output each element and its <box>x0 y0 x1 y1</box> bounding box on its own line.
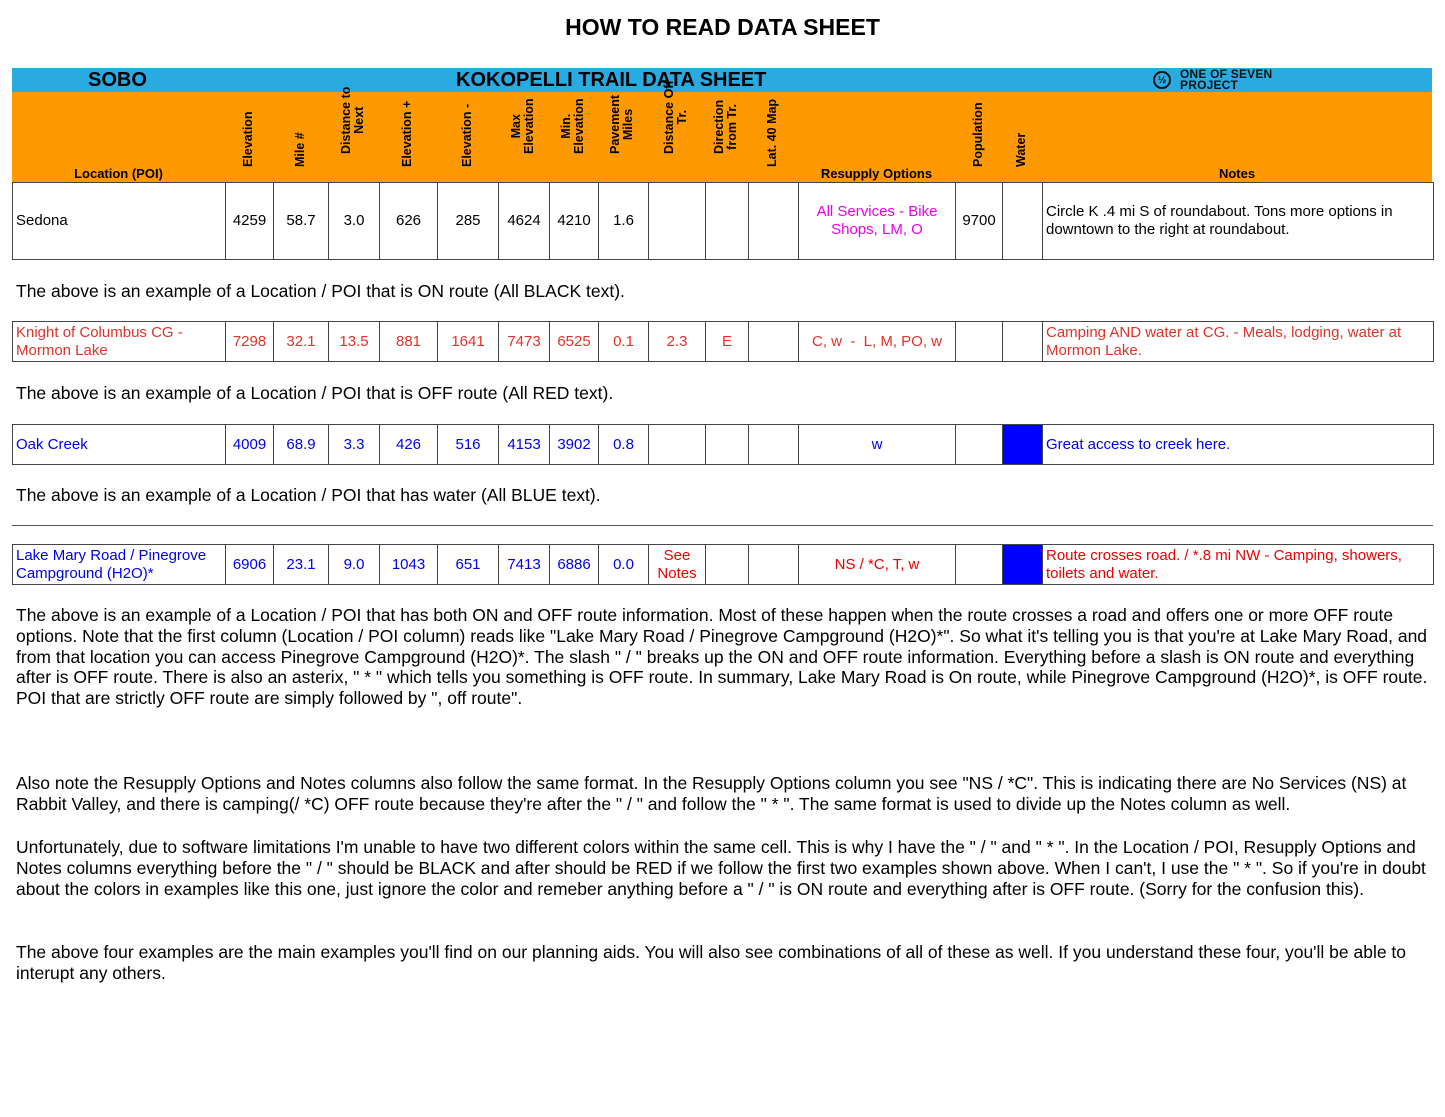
cell-direction <box>706 425 749 465</box>
cell-population <box>956 545 1003 585</box>
header-water: Water <box>1014 132 1028 167</box>
cell-elevation: 4259 <box>226 183 274 260</box>
cell-elevation-minus: 1641 <box>438 322 499 362</box>
cell-distance-to-next: 9.0 <box>329 545 380 585</box>
cell-distance-off-trail: See Notes <box>649 545 706 585</box>
cell-notes: Great access to creek here. <box>1043 425 1434 465</box>
cell-pavement-miles: 0.0 <box>599 545 649 585</box>
header-min-elevation: Min. Elevation <box>558 98 586 154</box>
cell-max-elevation: 7413 <box>499 545 550 585</box>
header-max-elevation: Max Elevation <box>508 98 536 154</box>
cell-min-elevation: 4210 <box>550 183 599 260</box>
table-row <box>13 322 1434 362</box>
header-lat-40-map: Lat. 40 Map <box>765 98 779 167</box>
header-mile: Mile # <box>292 132 307 167</box>
header-notes: Notes <box>1218 166 1256 181</box>
cell-location: Lake Mary Road / Pinegrove Campground (H2O)* <box>13 545 226 585</box>
cell-location: Sedona <box>13 183 226 260</box>
cell-direction <box>706 183 749 260</box>
cell-distance-off-trail <box>649 425 706 465</box>
direction-label: SOBO <box>88 69 147 91</box>
cell-elevation: 4009 <box>226 425 274 465</box>
example-row-water <box>12 424 1434 465</box>
cell-population <box>956 322 1003 362</box>
logo-line-1: ONE OF SEVEN <box>1180 67 1273 81</box>
cell-resupply: NS / *C, T, w <box>799 545 956 585</box>
water-indicator-cell <box>1003 545 1043 585</box>
explanation-resupply-notes: Also note the Resupply Options and Notes columns also follow the same format. In the Resupply Options column you see "NS / *C". This is indicating there are No Services (NS) at Rabbit Valley, and there is camping(/ *C) OFF route because they're after the " / " and follow the " * ". The same format is used to divide up the Notes column as well. <box>16 773 1407 814</box>
cell-elevation-plus: 426 <box>380 425 438 465</box>
cell-pavement-miles: 1.6 <box>599 183 649 260</box>
sheet-title: KOKOPELLI TRAIL DATA SHEET <box>456 69 767 91</box>
cell-water <box>1003 322 1043 362</box>
header-elevation-plus: Elevation + <box>400 100 414 167</box>
explanation-on-off-route: The above is an example of a Location / POI that has both ON and OFF route information. Most of these happen when the route crosses a road and offers one or more OFF route options. Note that the first column (Location / POI column) reads like "Lake Mary Road / Pinegrove Campground (H2O)*". So what it's telling you is that you're at Lake Mary Road, and from that location you can access Pinegrove Campground (H2O)*. The slash " / " breaks up the ON and OFF route information. Everything before a slash is ON route and everything after is OFF route. There is also an asterix, " * " which tells you something is OFF route. In summary, Lake Mary Road is On route, while Pinegrove Campground (H2O)*, is OFF route. POI that are strictly OFF route are simply followed by ", off route". <box>16 605 1428 709</box>
water-indicator-cell <box>1003 425 1043 465</box>
page-title: HOW TO READ DATA SHEET <box>565 14 880 40</box>
caption-off-route: The above is an example of a Location / POI that is OFF route (All RED text). <box>16 383 614 403</box>
cell-mile: 58.7 <box>274 183 329 260</box>
example-row-off-route <box>12 321 1434 362</box>
cell-direction <box>706 545 749 585</box>
cell-lat-40-map <box>749 545 799 585</box>
header-resupply-options: Resupply Options <box>820 166 933 181</box>
header-pavement-miles: Pavement Miles <box>608 94 635 154</box>
cell-max-elevation: 4153 <box>499 425 550 465</box>
cell-resupply: C, w - L, M, PO, w <box>799 322 956 362</box>
cell-mile: 32.1 <box>274 322 329 362</box>
cell-elevation-plus: 881 <box>380 322 438 362</box>
table-row <box>13 545 1434 585</box>
cell-distance-off-trail <box>649 183 706 260</box>
cell-population <box>956 425 1003 465</box>
logo-line-2: PROJECT <box>1180 78 1239 92</box>
cell-location: Knight of Columbus CG - Mormon Lake <box>13 322 226 362</box>
cell-resupply: w <box>799 425 956 465</box>
header-elevation-minus: Elevation - <box>459 103 474 167</box>
cell-resupply: All Services - Bike Shops, LM, O <box>799 183 956 260</box>
table-row <box>13 183 1434 260</box>
cell-distance-to-next: 3.0 <box>329 183 380 260</box>
cell-mile: 23.1 <box>274 545 329 585</box>
cell-min-elevation: 6525 <box>550 322 599 362</box>
cell-elevation: 7298 <box>226 322 274 362</box>
cell-notes: Camping AND water at CG. - Meals, lodging, water at Mormon Lake. <box>1043 322 1434 362</box>
cell-elevation-plus: 626 <box>380 183 438 260</box>
cell-lat-40-map <box>749 322 799 362</box>
cell-direction: E <box>706 322 749 362</box>
cell-population: 9700 <box>956 183 1003 260</box>
caption-water: The above is an example of a Location / POI that has water (All BLUE text). <box>16 485 601 505</box>
table-row <box>13 425 1434 465</box>
cell-pavement-miles: 0.1 <box>599 322 649 362</box>
cell-min-elevation: 6886 <box>550 545 599 585</box>
cell-notes: Route crosses road. / *.8 mi NW - Camping, showers, toilets and water. <box>1043 545 1434 585</box>
header-direction-from-trail: Direction from Tr. <box>711 99 739 154</box>
cell-distance-off-trail: 2.3 <box>649 322 706 362</box>
sheet-banner <box>12 68 1432 92</box>
cell-min-elevation: 3902 <box>550 425 599 465</box>
cell-notes: Circle K .4 mi S of roundabout. Tons more options in downtown to the right at roundabout. <box>1043 183 1434 260</box>
header-distance-to-next: Distance to Next <box>338 86 366 154</box>
cell-elevation-minus: 285 <box>438 183 499 260</box>
cell-max-elevation: 4624 <box>499 183 550 260</box>
explanation-summary: The above four examples are the main examples you'll find on our planning aids. You will also see combinations of all of these as well. If you understand these four, you'll be able to interupt any others. <box>16 942 1407 983</box>
header-location: Location (POI) <box>74 166 163 181</box>
header-distance-off-trail: Distance Off Tr. <box>661 80 689 154</box>
cell-lat-40-map <box>749 425 799 465</box>
cell-lat-40-map <box>749 183 799 260</box>
cell-elevation: 6906 <box>226 545 274 585</box>
header-population: Population <box>970 102 985 167</box>
cell-distance-to-next: 3.3 <box>329 425 380 465</box>
cell-elevation-minus: 651 <box>438 545 499 585</box>
cell-pavement-miles: 0.8 <box>599 425 649 465</box>
cell-water <box>1003 183 1043 260</box>
header-elevation: Elevation <box>241 111 255 167</box>
cell-distance-to-next: 13.5 <box>329 322 380 362</box>
cell-elevation-plus: 1043 <box>380 545 438 585</box>
cell-elevation-minus: 516 <box>438 425 499 465</box>
cell-max-elevation: 7473 <box>499 322 550 362</box>
caption-on-route: The above is an example of a Location / POI that is ON route (All BLACK text). <box>16 281 625 301</box>
example-row-on-route <box>12 182 1434 260</box>
explanation-color-limitations: Unfortunately, due to software limitations I'm unable to have two different colors within the same cell. This is why I have the " / " and " * ". In the Location / POI, Resupply Options and Notes columns everything before the " / " should be BLACK and after should be RED if we follow the first two examples shown above. When I can't, I use the " * ". So if you're in doubt about the colors in examples like this one, just ignore the color and remeber anything before a " / " is ON route and everything after is OFF route. (Sorry for the confusion this). <box>16 837 1426 899</box>
one-seventh-icon: ½ <box>1153 71 1171 89</box>
cell-location: Oak Creek <box>13 425 226 465</box>
cell-mile: 68.9 <box>274 425 329 465</box>
section-divider <box>12 525 1433 526</box>
one-of-seven-logo <box>1153 69 1272 91</box>
example-row-on-and-off <box>12 544 1434 585</box>
